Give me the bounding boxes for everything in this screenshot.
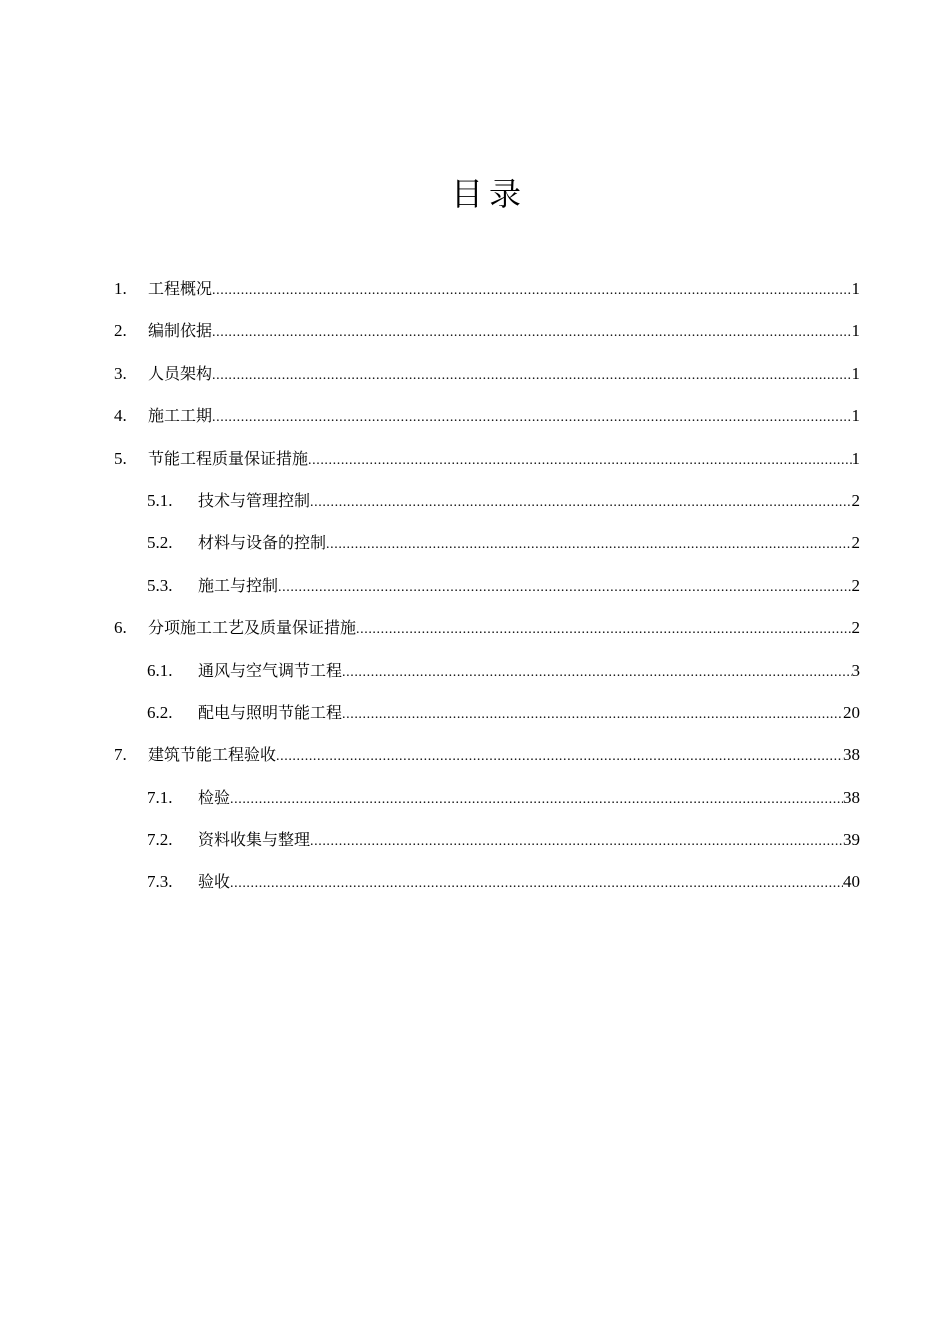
toc-entry-page: 38	[843, 787, 860, 807]
toc-entry[interactable]	[114, 446, 860, 488]
toc-leader-dots	[310, 490, 851, 516]
toc-entry-number: 4.	[114, 406, 127, 426]
toc-subentry[interactable]	[114, 658, 860, 700]
toc-entry-page: 2	[851, 575, 860, 595]
toc-entry[interactable]	[114, 276, 860, 318]
toc-entry-page: 39	[843, 830, 860, 850]
toc-entry-page: 1	[851, 448, 860, 468]
toc-leader-dots	[308, 448, 851, 474]
toc-leader-dots	[276, 744, 843, 770]
toc-entry-page: 20	[843, 702, 860, 722]
toc-entry-number: 7.2.	[147, 830, 173, 850]
toc-subentry[interactable]	[114, 530, 860, 572]
toc-subentry[interactable]	[114, 573, 860, 615]
toc-entry-number: 7.1.	[147, 787, 173, 807]
toc-leader-dots	[342, 702, 843, 728]
toc-entry-page: 2	[851, 618, 860, 638]
toc-entry[interactable]	[114, 615, 860, 657]
toc-entry-page: 2	[851, 490, 860, 510]
toc-leader-dots	[230, 871, 843, 897]
toc-subentry[interactable]	[114, 869, 860, 911]
toc-entry-title: 工程概况	[148, 279, 213, 298]
toc-entry-title: 通风与空气调节工程	[198, 660, 343, 680]
toc-leader-dots	[310, 829, 843, 855]
toc-leader-dots	[342, 660, 851, 686]
toc-leader-dots	[212, 363, 851, 389]
toc-subentry[interactable]	[114, 700, 860, 742]
toc-entry-page: 3	[851, 660, 860, 680]
toc-entry-title: 人员架构	[148, 363, 213, 383]
toc-entry-title: 分项施工工艺及质量保证措施	[148, 618, 357, 638]
toc-entry-title: 配电与照明节能工程	[198, 702, 343, 722]
toc-entry-page: 1	[851, 363, 860, 383]
toc-entry-page: 1	[851, 406, 860, 426]
toc-entry-number: 7.	[114, 745, 127, 765]
toc-subentry[interactable]	[114, 785, 860, 827]
toc-entry-page: 1	[851, 279, 860, 298]
toc-entry-title: 技术与管理控制	[198, 490, 311, 510]
toc-leader-dots	[212, 320, 851, 346]
toc-entry-number: 7.3.	[147, 872, 173, 892]
toc-entry[interactable]	[114, 361, 860, 403]
toc-entry-title: 资料收集与整理	[198, 830, 311, 850]
toc-entry-page: 38	[843, 745, 860, 765]
toc-entry-number: 6.	[114, 618, 127, 638]
toc-entry-title: 建筑节能工程验收	[148, 745, 277, 765]
toc-leader-dots	[326, 532, 851, 558]
toc-entry-number: 3.	[114, 363, 127, 383]
toc-entry-title: 节能工程质量保证措施	[148, 448, 309, 468]
toc-entry-page: 2	[851, 533, 860, 553]
toc-leader-dots	[356, 617, 851, 643]
toc-entry-title: 施工与控制	[198, 575, 279, 595]
toc-entry-number: 5.3.	[147, 575, 173, 595]
toc-leader-dots	[278, 575, 851, 601]
toc-entry-title: 验收	[198, 872, 231, 892]
toc-entry-title: 检验	[198, 787, 231, 807]
toc-leader-dots	[212, 405, 851, 431]
toc-entry-number: 1.	[114, 279, 127, 298]
toc-list	[114, 276, 860, 912]
toc-entry-title: 施工工期	[148, 406, 213, 426]
toc-entry-number: 5.1.	[147, 490, 173, 510]
toc-leader-dots	[230, 787, 843, 813]
toc-entry-number: 5.2.	[147, 533, 173, 553]
toc-entry-title: 编制依据	[148, 321, 213, 341]
toc-leader-dots	[212, 278, 851, 304]
toc-entry-title: 材料与设备的控制	[198, 533, 327, 553]
toc-title: 目录	[450, 175, 527, 213]
toc-subentry[interactable]	[114, 488, 860, 530]
toc-entry[interactable]	[114, 742, 860, 784]
toc-entry[interactable]	[114, 318, 860, 360]
toc-entry-page: 40	[843, 872, 860, 892]
toc-entry-number: 2.	[114, 321, 127, 341]
toc-entry-number: 5.	[114, 448, 127, 468]
toc-entry-page: 1	[851, 321, 860, 341]
toc-subentry[interactable]	[114, 827, 860, 869]
toc-entry-number: 6.2.	[147, 702, 173, 722]
toc-entry-number: 6.1.	[147, 660, 173, 680]
toc-entry[interactable]	[114, 403, 860, 445]
